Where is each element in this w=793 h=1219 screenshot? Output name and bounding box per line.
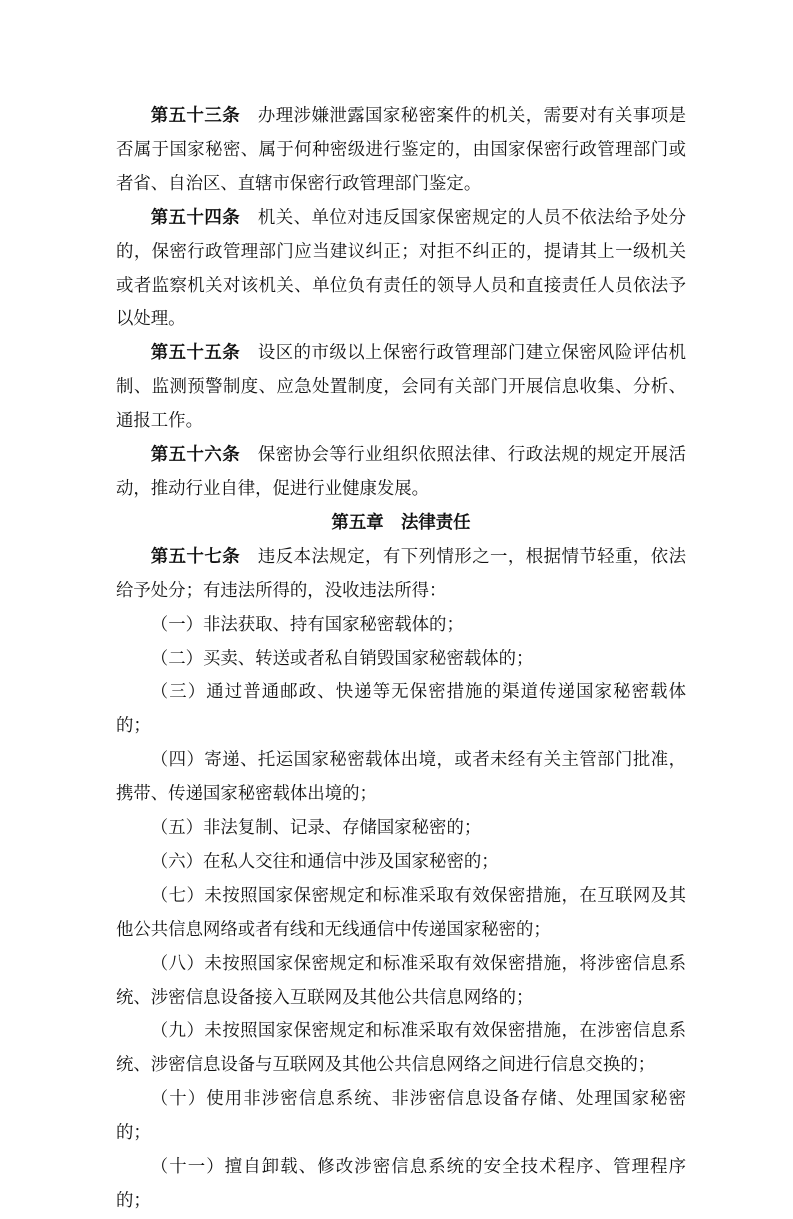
article-number: 第五十六条: [150, 445, 241, 466]
article-number: 第五十五条: [150, 343, 241, 364]
chapter-number: 第五章: [331, 512, 384, 533]
list-item: （十一）擅自卸载、修改涉密信息系统的安全技术程序、管理程序的；: [116, 1157, 686, 1211]
chapter-title: 法律责任: [401, 512, 471, 533]
article-text: 机关、单位对违反国家保密规定的人员不依法给予处分的，保密行政管理部门应当建议纠正；对拒不纠正的，提请其上一级机关或者监察机关对该机关、单位负有责任的领导人员和直接责任人员依法予以处理。: [116, 207, 686, 330]
article-56: [116, 439, 686, 507]
article-text: 保密协会等行业组织依照法律、行政法规的规定开展活动，推动行业自律，促进行业健康发展。: [116, 445, 686, 499]
article-number: 第五十四条: [150, 207, 241, 228]
list-item: （九）未按照国家保密规定和标准采取有效保密措施，在涉密信息系统、涉密信息设备与互联网及其他公共信息网络之间进行信息交换的；: [116, 1021, 686, 1076]
article-number: 第五十三条: [150, 106, 241, 126]
list-item: （二）买卖、转送或者私自销毁国家秘密载体的；: [150, 648, 534, 669]
article-text: 办理涉嫌泄露国家秘密案件的机关，需要对有关事项是否属于国家秘密、属于何种密级进行鉴定的，由国家保密行政管理部门或者省、自治区、直辖市保密行政管理部门鉴定。: [116, 106, 686, 194]
article-57: [116, 541, 686, 609]
article-text: 设区的市级以上保密行政管理部门建立保密风险评估机制、监测预警制度、应急处置制度，会同有关部门开展信息收集、分析、通报工作。: [116, 343, 686, 432]
list-item: （四）寄递、托运国家秘密载体出境，或者未经有关主管部门批准，携带、传递国家秘密载体出境的；: [116, 750, 686, 805]
article-54: [116, 202, 686, 338]
chapter-heading: [116, 507, 686, 541]
article-53: [116, 100, 686, 202]
list-item: （七）未按照国家保密规定和标准采取有效保密措施，在互联网及其他公共信息网络或者有线和无线通信中传递国家秘密的；: [116, 885, 686, 940]
article-55: [116, 337, 686, 439]
list-item: （十）使用非涉密信息系统、非涉密信息设备存储、处理国家秘密的；: [116, 1089, 686, 1144]
list-item: （一）非法获取、持有国家秘密载体的；: [150, 614, 464, 635]
law-text-body: [116, 100, 686, 1219]
list-item: （五）非法复制、记录、存储国家秘密的；: [150, 818, 482, 839]
list-item: （三）通过普通邮政、快递等无保密措施的渠道传递国家秘密载体的；: [116, 682, 686, 737]
article-text: 违反本法规定，有下列情形之一，根据情节轻重，依法给予处分；有违法所得的，没收违法所得：: [116, 546, 686, 601]
article-number: 第五十七条: [150, 546, 241, 567]
list-item: （六）在私人交往和通信中涉及国家秘密的；: [150, 851, 499, 872]
list-item: （八）未按照国家保密规定和标准采取有效保密措施，将涉密信息系统、涉密信息设备接入互联网及其他公共信息网络的；: [116, 953, 686, 1008]
